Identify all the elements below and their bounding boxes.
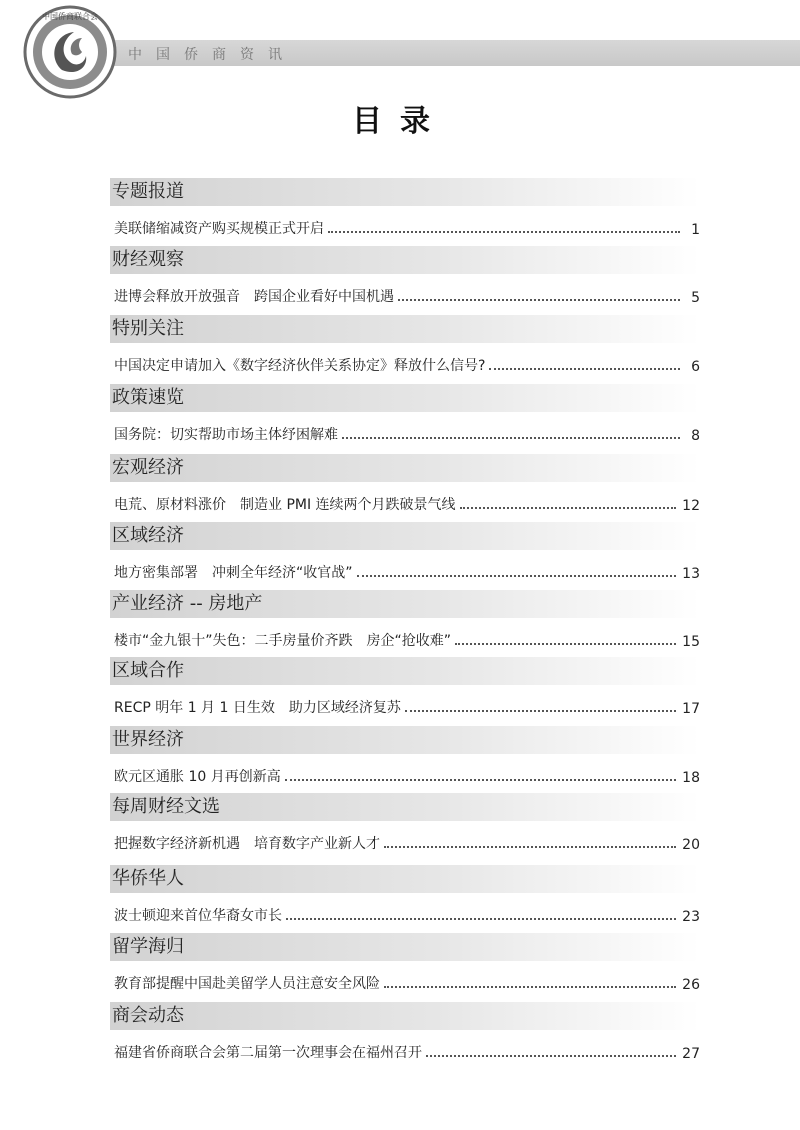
dot-leader (357, 575, 677, 577)
dot-leader (489, 368, 680, 370)
dot-leader (398, 299, 680, 301)
section-heading: 华侨华人 (110, 865, 700, 893)
dot-leader (384, 846, 676, 848)
dot-leader (384, 986, 676, 988)
toc-entry[interactable] (110, 971, 700, 993)
entry-page-number: 27 (682, 1046, 700, 1062)
toc-entry[interactable] (110, 422, 700, 444)
toc-section (110, 933, 700, 993)
entry-title: 楼市“金九银十”失色：二手房量价齐跌 房企“抢收难” (114, 633, 452, 649)
entry-page-number: 6 (691, 359, 700, 375)
toc-entry[interactable] (110, 216, 700, 238)
toc-entry[interactable] (110, 903, 700, 925)
section-heading: 财经观察 (110, 246, 700, 274)
entry-page-number: 26 (682, 977, 700, 993)
toc-section (110, 590, 700, 650)
entry-page-number: 15 (682, 634, 700, 650)
toc-section (110, 315, 700, 375)
section-heading: 区域经济 (110, 522, 700, 550)
dot-leader (286, 918, 676, 920)
dot-leader (328, 231, 680, 233)
entry-page-number: 1 (691, 222, 700, 238)
publication-title: 中国侨商资讯 (128, 47, 296, 63)
toc-section (110, 384, 700, 444)
entry-title: 进博会释放开放强音 跨国企业看好中国机遇 (114, 289, 394, 305)
toc-entry[interactable] (110, 831, 700, 853)
entry-title: 中国决定申请加入《数字经济伙伴关系协定》释放什么信号? (114, 358, 486, 374)
entry-title: 地方密集部署 冲刺全年经济“收官战” (114, 565, 353, 581)
toc-entry[interactable] (110, 492, 700, 514)
toc-section (110, 865, 700, 925)
entry-page-number: 8 (691, 428, 700, 444)
entry-title: 美联储缩减资产购买规模正式开启 (114, 221, 324, 237)
toc-entry[interactable] (110, 764, 700, 786)
logo-text: 中国侨商联合会 (42, 12, 98, 21)
entry-title: 波士顿迎来首位华裔女市长 (114, 908, 282, 924)
section-heading: 政策速览 (110, 384, 700, 412)
toc-entry[interactable] (110, 560, 700, 582)
toc-entry[interactable] (110, 353, 700, 375)
page-title: 目录 (352, 104, 448, 139)
toc-section (110, 454, 700, 514)
dot-leader (460, 507, 677, 509)
section-heading: 世界经济 (110, 726, 700, 754)
entry-title: 福建省侨商联合会第二届第一次理事会在福州召开 (114, 1045, 422, 1061)
toc-section (110, 246, 700, 306)
toc-section (110, 1002, 700, 1062)
toc-section (110, 726, 700, 786)
toc-section (110, 657, 700, 717)
entry-page-number: 17 (682, 701, 700, 717)
entry-page-number: 23 (682, 909, 700, 925)
toc-entry[interactable] (110, 1040, 700, 1062)
dot-leader (285, 779, 676, 781)
toc-entry[interactable] (110, 628, 700, 650)
section-heading: 商会动态 (110, 1002, 700, 1030)
entry-title: 欧元区通胀 10 月再创新高 (114, 769, 281, 785)
entry-page-number: 12 (682, 498, 700, 514)
dot-leader (455, 643, 676, 645)
section-heading: 每周财经文选 (110, 793, 700, 821)
section-heading: 留学海归 (110, 933, 700, 961)
entry-title: RECP 明年 1 月 1 日生效 助力区域经济复苏 (114, 700, 401, 716)
section-heading: 专题报道 (110, 178, 700, 206)
entry-page-number: 5 (691, 290, 700, 306)
toc-section (110, 178, 700, 238)
entry-title: 把握数字经济新机遇 培育数字产业新人才 (114, 836, 380, 852)
section-heading: 特别关注 (110, 315, 700, 343)
entry-title: 电荒、原材料涨价 制造业 PMI 连续两个月跌破景气线 (114, 497, 456, 513)
section-heading: 区域合作 (110, 657, 700, 685)
toc-section (110, 522, 700, 582)
toc-entry[interactable] (110, 695, 700, 717)
entry-page-number: 18 (682, 770, 700, 786)
section-heading: 产业经济 -- 房地产 (110, 590, 700, 618)
entry-title: 国务院：切实帮助市场主体纾困解难 (114, 427, 338, 443)
toc-entry[interactable] (110, 284, 700, 306)
dot-leader (342, 437, 680, 439)
entry-page-number: 20 (682, 837, 700, 853)
dot-leader (405, 710, 676, 712)
entry-page-number: 13 (682, 566, 700, 582)
toc-section (110, 793, 700, 853)
dot-leader (426, 1055, 676, 1057)
entry-title: 教育部提醒中国赴美留学人员注意安全风险 (114, 976, 380, 992)
section-heading: 宏观经济 (110, 454, 700, 482)
